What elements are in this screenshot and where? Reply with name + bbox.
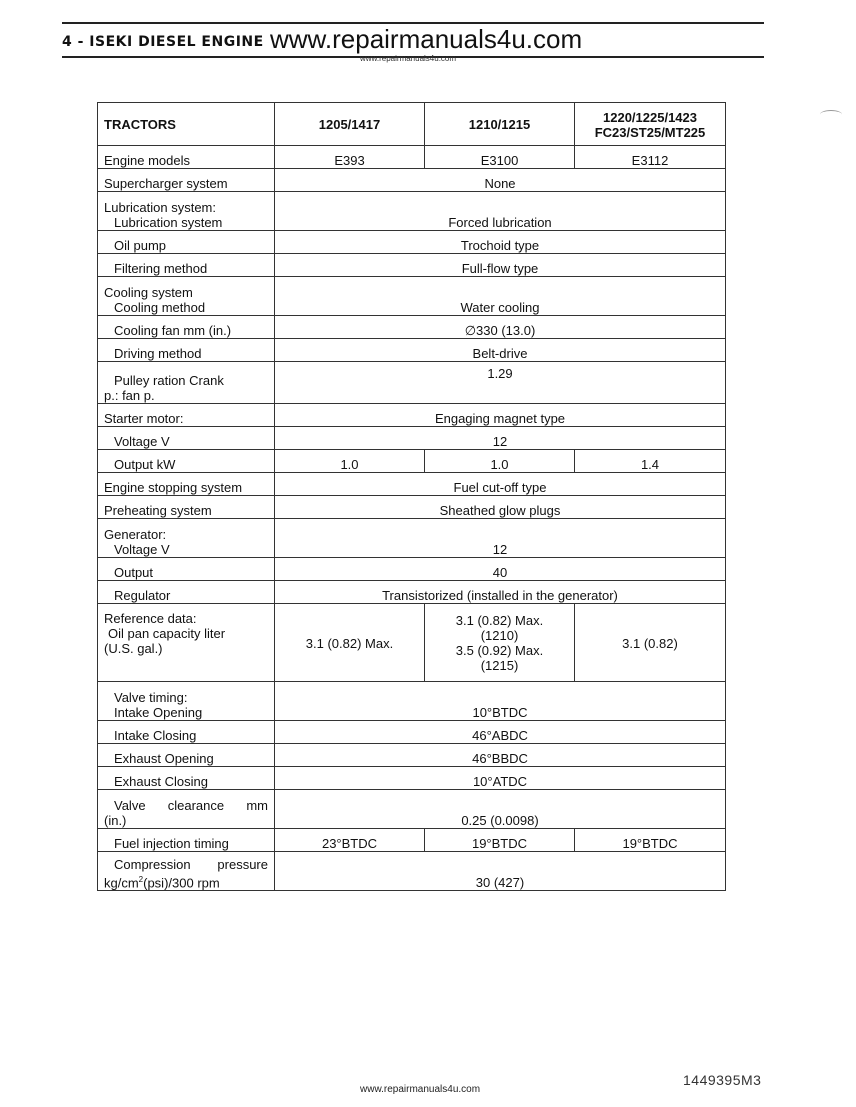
row-value: Engaging magnet type — [275, 404, 726, 427]
row-label-text: Exhaust Opening — [114, 751, 214, 766]
row-label-line1: Pulley ration Crank — [114, 373, 224, 388]
row-label — [98, 362, 275, 404]
row-label-text: Intake Closing — [114, 728, 197, 743]
row-label — [98, 277, 275, 316]
row-value: 30 (427) — [275, 852, 726, 891]
row-value: 1.29 — [275, 362, 726, 404]
row-value — [425, 604, 575, 682]
row-label — [98, 604, 275, 682]
row-label-line1: Reference data: — [104, 611, 197, 626]
table-row — [98, 192, 726, 231]
row-label-text: Cooling fan mm (in.) — [114, 323, 232, 338]
unit-text: (psi)/300 rpm — [143, 875, 220, 890]
table-row — [98, 339, 726, 362]
row-value: ∅330 (13.0) — [275, 316, 726, 339]
header-model-1220-line2: FC23/ST25/MT225 — [594, 124, 706, 140]
row-value: 19°BTDC — [425, 829, 575, 852]
header-tractors: TRACTORS — [98, 103, 275, 146]
row-value: 1.0 — [275, 450, 425, 473]
header-model-1220 — [575, 103, 726, 146]
row-value: Fuel cut-off type — [275, 473, 726, 496]
row-label-line1: Generator: — [104, 527, 167, 542]
row-value: E3100 — [425, 146, 575, 169]
row-label-line2 — [104, 872, 268, 890]
row-label-line2: Oil pan capacity liter — [108, 626, 226, 641]
table-row — [98, 767, 726, 790]
table-row — [98, 404, 726, 427]
table-row — [98, 427, 726, 450]
row-label-line1: Valve clearance mm — [114, 798, 268, 813]
row-value-line: 3.1 (0.82) Max. — [455, 613, 544, 628]
row-label-text: Voltage V — [114, 434, 170, 449]
row-value: 46°BBDC — [275, 744, 726, 767]
watermark-url-small: www.repairmanuals4u.com — [360, 54, 457, 63]
row-label: Preheating system — [98, 496, 275, 519]
row-label — [98, 744, 275, 767]
table-row — [98, 721, 726, 744]
row-label-line1: Cooling system — [104, 285, 193, 300]
row-label-line2: Cooling method — [114, 300, 206, 315]
table-row — [98, 558, 726, 581]
row-value: 19°BTDC — [575, 829, 726, 852]
row-label — [98, 581, 275, 604]
row-value: 3.1 (0.82) Max. — [275, 604, 425, 682]
row-label — [98, 558, 275, 581]
row-label — [98, 767, 275, 790]
page-heading: 4 - ISEKI DIESEL ENGINE — [62, 34, 264, 50]
row-value: None — [275, 169, 726, 192]
table-row — [98, 146, 726, 169]
row-label — [98, 682, 275, 721]
row-value: Trochoid type — [275, 231, 726, 254]
table-row — [98, 473, 726, 496]
table-row — [98, 450, 726, 473]
row-label — [98, 721, 275, 744]
row-label-text: Driving method — [114, 346, 202, 361]
row-value-line: (1210) — [480, 628, 519, 643]
table-row — [98, 316, 726, 339]
corner-mark — [820, 110, 842, 119]
row-value-line: 3.5 (0.92) Max. — [455, 643, 544, 658]
row-label: Engine stopping system — [98, 473, 275, 496]
row-label: Engine models — [98, 146, 275, 169]
watermark-url: www.repairmanuals4u.com — [270, 24, 583, 54]
row-label-line2: Intake Opening — [114, 705, 203, 720]
spec-table — [97, 102, 726, 891]
table-row — [98, 852, 726, 891]
row-label — [98, 316, 275, 339]
row-value: Sheathed glow plugs — [275, 496, 726, 519]
row-label — [98, 339, 275, 362]
row-value: Transistorized (installed in the generator) — [275, 581, 726, 604]
row-label — [98, 450, 275, 473]
row-value-line: (1215) — [480, 658, 519, 673]
row-label: Supercharger system — [98, 169, 275, 192]
header-model-1205: 1205/1417 — [275, 103, 425, 146]
header-model-1210: 1210/1215 — [425, 103, 575, 146]
row-value: 0.25 (0.0098) — [275, 790, 726, 829]
table-row — [98, 604, 726, 682]
row-value: 1.4 — [575, 450, 726, 473]
footer-url: www.repairmanuals4u.com — [360, 1084, 481, 1095]
header-model-1220-line1: 1220/1225/1423 — [603, 109, 697, 125]
table-row — [98, 254, 726, 277]
table-row — [98, 169, 726, 192]
unit-superscript: 2 — [138, 874, 144, 884]
row-value: 23°BTDC — [275, 829, 425, 852]
row-label — [98, 519, 275, 558]
row-label-line1: Valve timing: — [114, 690, 188, 705]
row-label — [98, 427, 275, 450]
row-label-line2: (in.) — [104, 813, 127, 828]
row-value: Full-flow type — [275, 254, 726, 277]
row-label-text: Output kW — [114, 457, 176, 472]
row-label-text: Fuel injection timing — [114, 836, 229, 851]
row-label-text: Oil pump — [114, 238, 167, 253]
table-row — [98, 277, 726, 316]
row-label-line3: (U.S. gal.) — [104, 641, 163, 656]
row-label-line2: Lubrication system — [114, 215, 223, 230]
table-row — [98, 744, 726, 767]
row-label — [98, 790, 275, 829]
row-value: E393 — [275, 146, 425, 169]
row-label-text: Filtering method — [114, 261, 208, 276]
row-value: 3.1 (0.82) — [575, 604, 726, 682]
table-row — [98, 362, 726, 404]
unit-text: kg/cm — [104, 875, 139, 890]
row-label-line1: Lubrication system: — [104, 200, 216, 215]
row-value: 10°BTDC — [275, 682, 726, 721]
table-row — [98, 519, 726, 558]
table-row — [98, 682, 726, 721]
row-label-line1: Compression pressure — [114, 856, 268, 872]
table-row — [98, 581, 726, 604]
row-value: E3112 — [575, 146, 726, 169]
row-value: 1.0 — [425, 450, 575, 473]
table-row — [98, 496, 726, 519]
row-label-text: Exhaust Closing — [114, 774, 208, 789]
row-label — [98, 254, 275, 277]
table-header-row — [98, 103, 726, 146]
row-label: Starter motor: — [98, 404, 275, 427]
row-label — [98, 852, 275, 891]
row-label-line2: Voltage V — [114, 542, 170, 557]
row-value: Forced lubrication — [275, 192, 726, 231]
row-label-text: Regulator — [114, 588, 171, 603]
row-value: 10°ATDC — [275, 767, 726, 790]
doc-code: 1449395M3 — [683, 1072, 762, 1088]
row-value: Water cooling — [275, 277, 726, 316]
table-row — [98, 231, 726, 254]
row-label — [98, 192, 275, 231]
row-label-line2: p.: fan p. — [104, 388, 155, 403]
row-value: 46°ABDC — [275, 721, 726, 744]
row-label-text: Output — [114, 565, 154, 580]
row-value: 12 — [275, 427, 726, 450]
row-value: 40 — [275, 558, 726, 581]
row-label — [98, 829, 275, 852]
row-value: 12 — [275, 519, 726, 558]
table-row — [98, 790, 726, 829]
table-row — [98, 829, 726, 852]
row-label — [98, 231, 275, 254]
row-value: Belt-drive — [275, 339, 726, 362]
